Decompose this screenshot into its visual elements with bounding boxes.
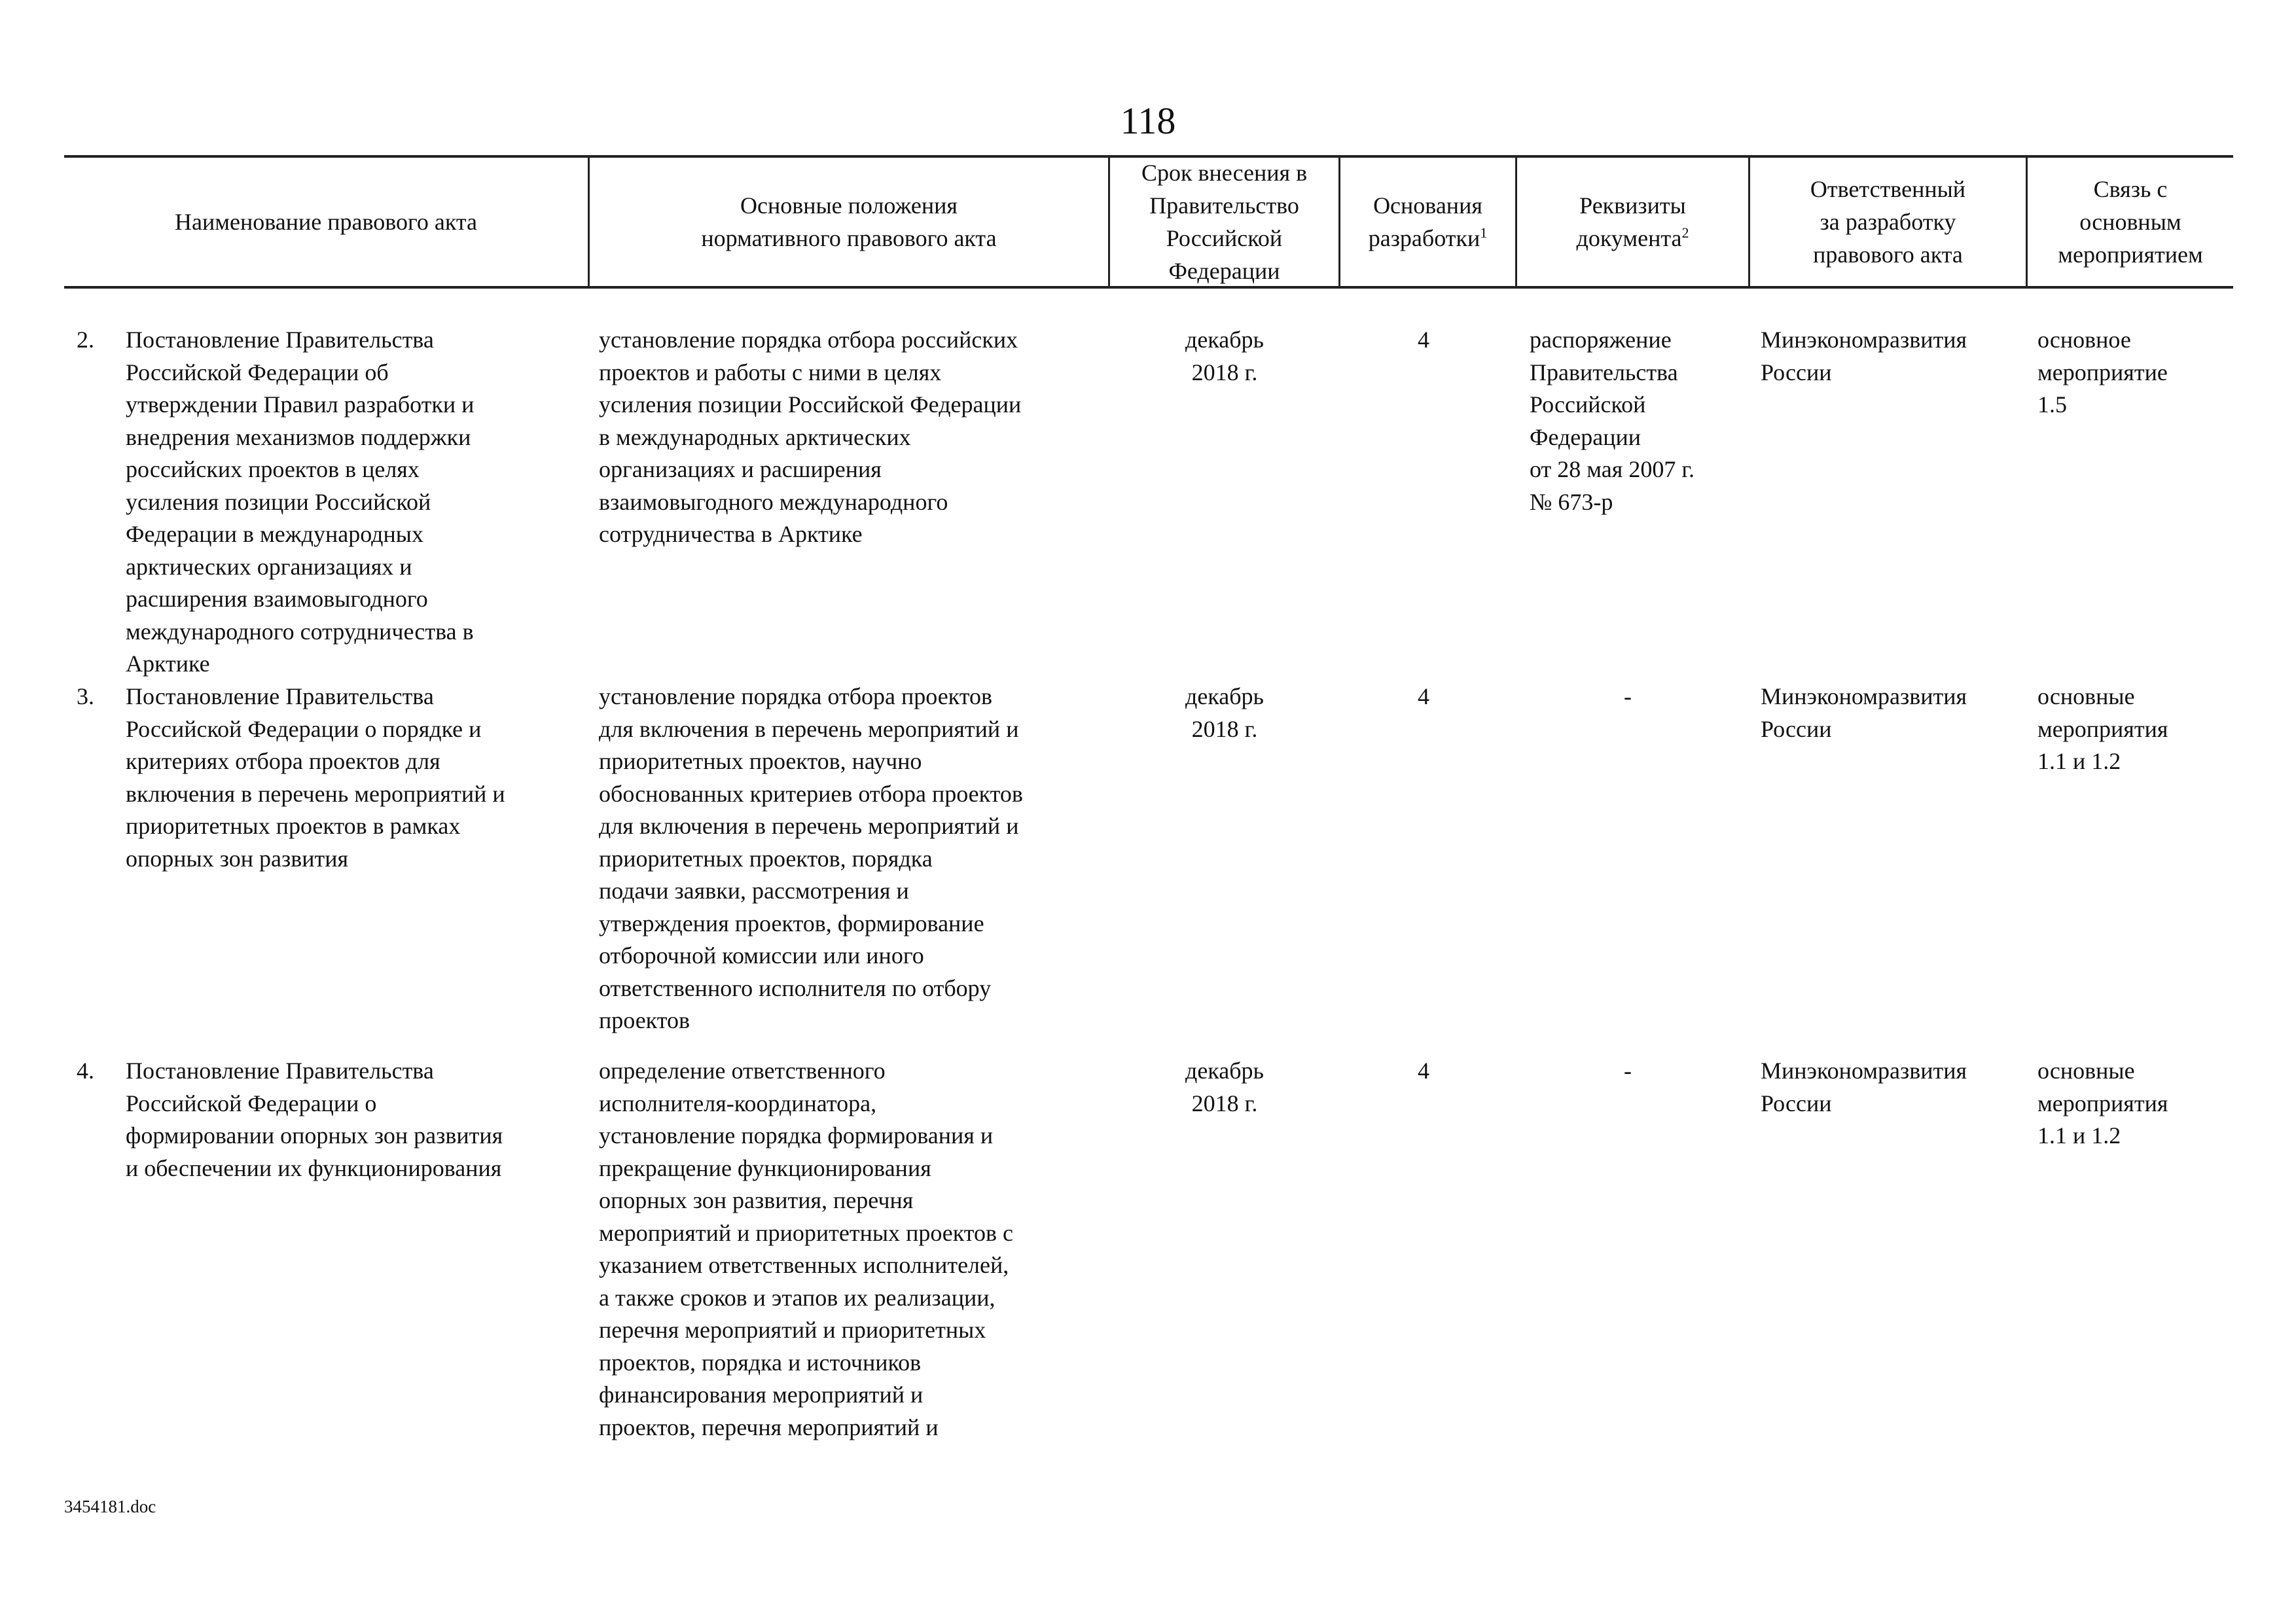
document-filename: 3454181.doc [64, 1497, 156, 1516]
header-link: Связь с основным мероприятием [2026, 158, 2233, 286]
header-responsible: Ответственный за разработку правового акта [1748, 158, 2026, 286]
header-deadline: Срок внесения в Правительство Российской Федерации [1108, 158, 1338, 286]
act-link: основные мероприятия 1.1 и 1.2 [2037, 1058, 2168, 1149]
act-name: Постановление Правительства Российской Федерации о формировании опорных зон развития и обеспечении их функционирования [126, 1058, 503, 1181]
act-basis: 4 [1418, 1058, 1429, 1084]
header-name: Наименование правового акта [174, 209, 478, 235]
row-number: 2. [77, 327, 94, 353]
header-requisites: Реквизиты документа$^2$ [1515, 158, 1748, 286]
page-number: 118 [1120, 99, 1176, 142]
act-responsible: Минэкономразвития России [1761, 327, 1967, 385]
row-number: 3. [77, 683, 94, 709]
act-requisites: распоряжение Правительства Российской Федерации от 28 мая 2007 г. № 673-р [1530, 327, 1695, 515]
act-basis: 4 [1418, 327, 1429, 353]
act-deadline: декабрь 2018 г. [1185, 327, 1264, 385]
act-responsible: Минэкономразвития России [1761, 683, 1967, 742]
footnote-1-mark: 1 [1480, 224, 1488, 241]
act-link: основные мероприятия 1.1 и 1.2 [2037, 683, 2168, 774]
header-basis: Основания разработки$^1$ [1338, 158, 1515, 286]
act-requisites: - [1624, 1058, 1632, 1084]
footnote-2-mark: 2 [1681, 224, 1689, 241]
act-deadline: декабрь 2018 г. [1185, 683, 1264, 742]
act-provisions: установление порядка отбора российских проектов и работы с ними в целях усиления позиции Российской Федерации в международных арктических организациях и расширения взаимовыгодного международного сотрудничества в Арктике [599, 327, 1022, 547]
header-provisions: Основные положения нормативного правового акта [588, 158, 1108, 286]
act-requisites: - [1624, 683, 1632, 709]
table-header [64, 155, 2233, 289]
act-provisions: определение ответственного исполнителя-координатора, установление порядка формирования и прекращение функционирования опорных зон развития, перечня мероприятий и приоритетных проектов с указанием ответственных исполнителей, а также сроков и этапов их реализации, перечня мероприятий и приоритетных проектов, порядка и источников финансирования мероприятий и проектов, перечня мероприятий и [599, 1058, 1014, 1440]
act-link: основное мероприятие 1.5 [2037, 327, 2168, 418]
act-name: Постановление Правительства Российской Федерации о порядке и критериях отбора проектов для включения в перечень мероприятий и приоритетных проектов в рамках опорных зон развития [126, 683, 505, 872]
act-basis: 4 [1418, 683, 1429, 709]
act-deadline: декабрь 2018 г. [1185, 1058, 1264, 1116]
act-responsible: Минэкономразвития России [1761, 1058, 1967, 1116]
row-number: 4. [77, 1058, 94, 1084]
act-name: Постановление Правительства Российской Федерации об утверждении Правил разработки и внедрения механизмов поддержки российских проектов в целях усиления позиции Российской Федерации в международных арктических организациях и расширения взаимовыгодного международного сотрудничества в Арктике [126, 327, 475, 677]
act-provisions: установление порядка отбора проектов для включения в перечень мероприятий и приоритетных проектов, научно обоснованных критериев отбора проектов для включения в перечень мероприятий и приоритетных проектов, порядка подачи заявки, рассмотрения и утверждения проектов, формирование отборочной комиссии или иного ответственного исполнителя по отбору проектов [599, 683, 1023, 1033]
